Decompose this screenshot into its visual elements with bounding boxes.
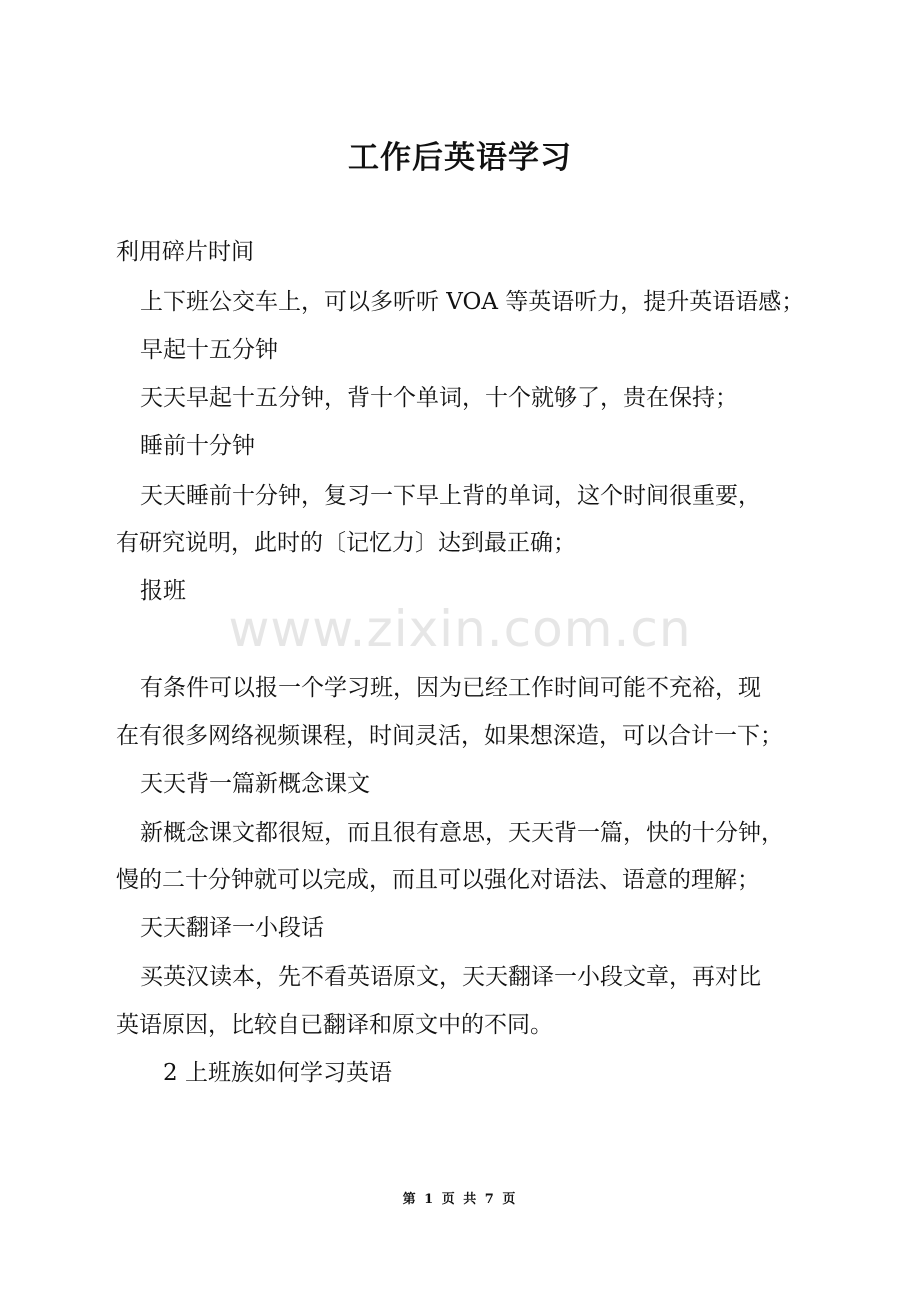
- text-line: 天天睡前十分钟，复习一下早上背的单词，这个时间很重要，: [140, 483, 761, 509]
- text-line: 睡前十分钟: [140, 433, 255, 459]
- text-line: 在有很多网络视频课程，时间灵活，如果想深造，可以合计一下；: [116, 723, 783, 749]
- text-line: 天天背一篇新概念课文: [140, 771, 370, 797]
- document-title: 工作后英语学习: [348, 140, 572, 176]
- text-line: 天天早起十五分钟，背十个单词，十个就够了，贵在保持；: [140, 385, 738, 411]
- text-line: 天天翻译一小段话: [140, 915, 324, 941]
- text-line: 上下班公交车上，可以多听听 VOA 等英语听力，提升英语语感；: [140, 289, 805, 315]
- text-line: 2 上班族如何学习英语: [163, 1060, 392, 1086]
- watermark: www.zixin.com.cn: [228, 600, 692, 658]
- text-line: 慢的二十分钟就可以完成，而且可以强化对语法、语意的理解；: [116, 867, 760, 893]
- text-line: 买英汉读本，先不看英语原文，天天翻译一小段文章，再对比: [140, 964, 761, 990]
- text-line: 利用碎片时间: [116, 239, 254, 265]
- text-line: 有研究说明，此时的〔记忆力〕达到最正确；: [116, 530, 576, 556]
- text-line: 新概念课文都很短，而且很有意思，天天背一篇，快的十分钟，: [140, 820, 784, 846]
- text-line: 英语原因，比较自已翻译和原文中的不同。: [116, 1012, 553, 1038]
- text-line: 早起十五分钟: [140, 337, 278, 363]
- page-footer: 第 1 页 共 7 页: [402, 1192, 518, 1207]
- text-line: 报班: [140, 578, 186, 604]
- text-line: 有条件可以报一个学习班，因为已经工作时间可能不充裕，现: [140, 675, 761, 701]
